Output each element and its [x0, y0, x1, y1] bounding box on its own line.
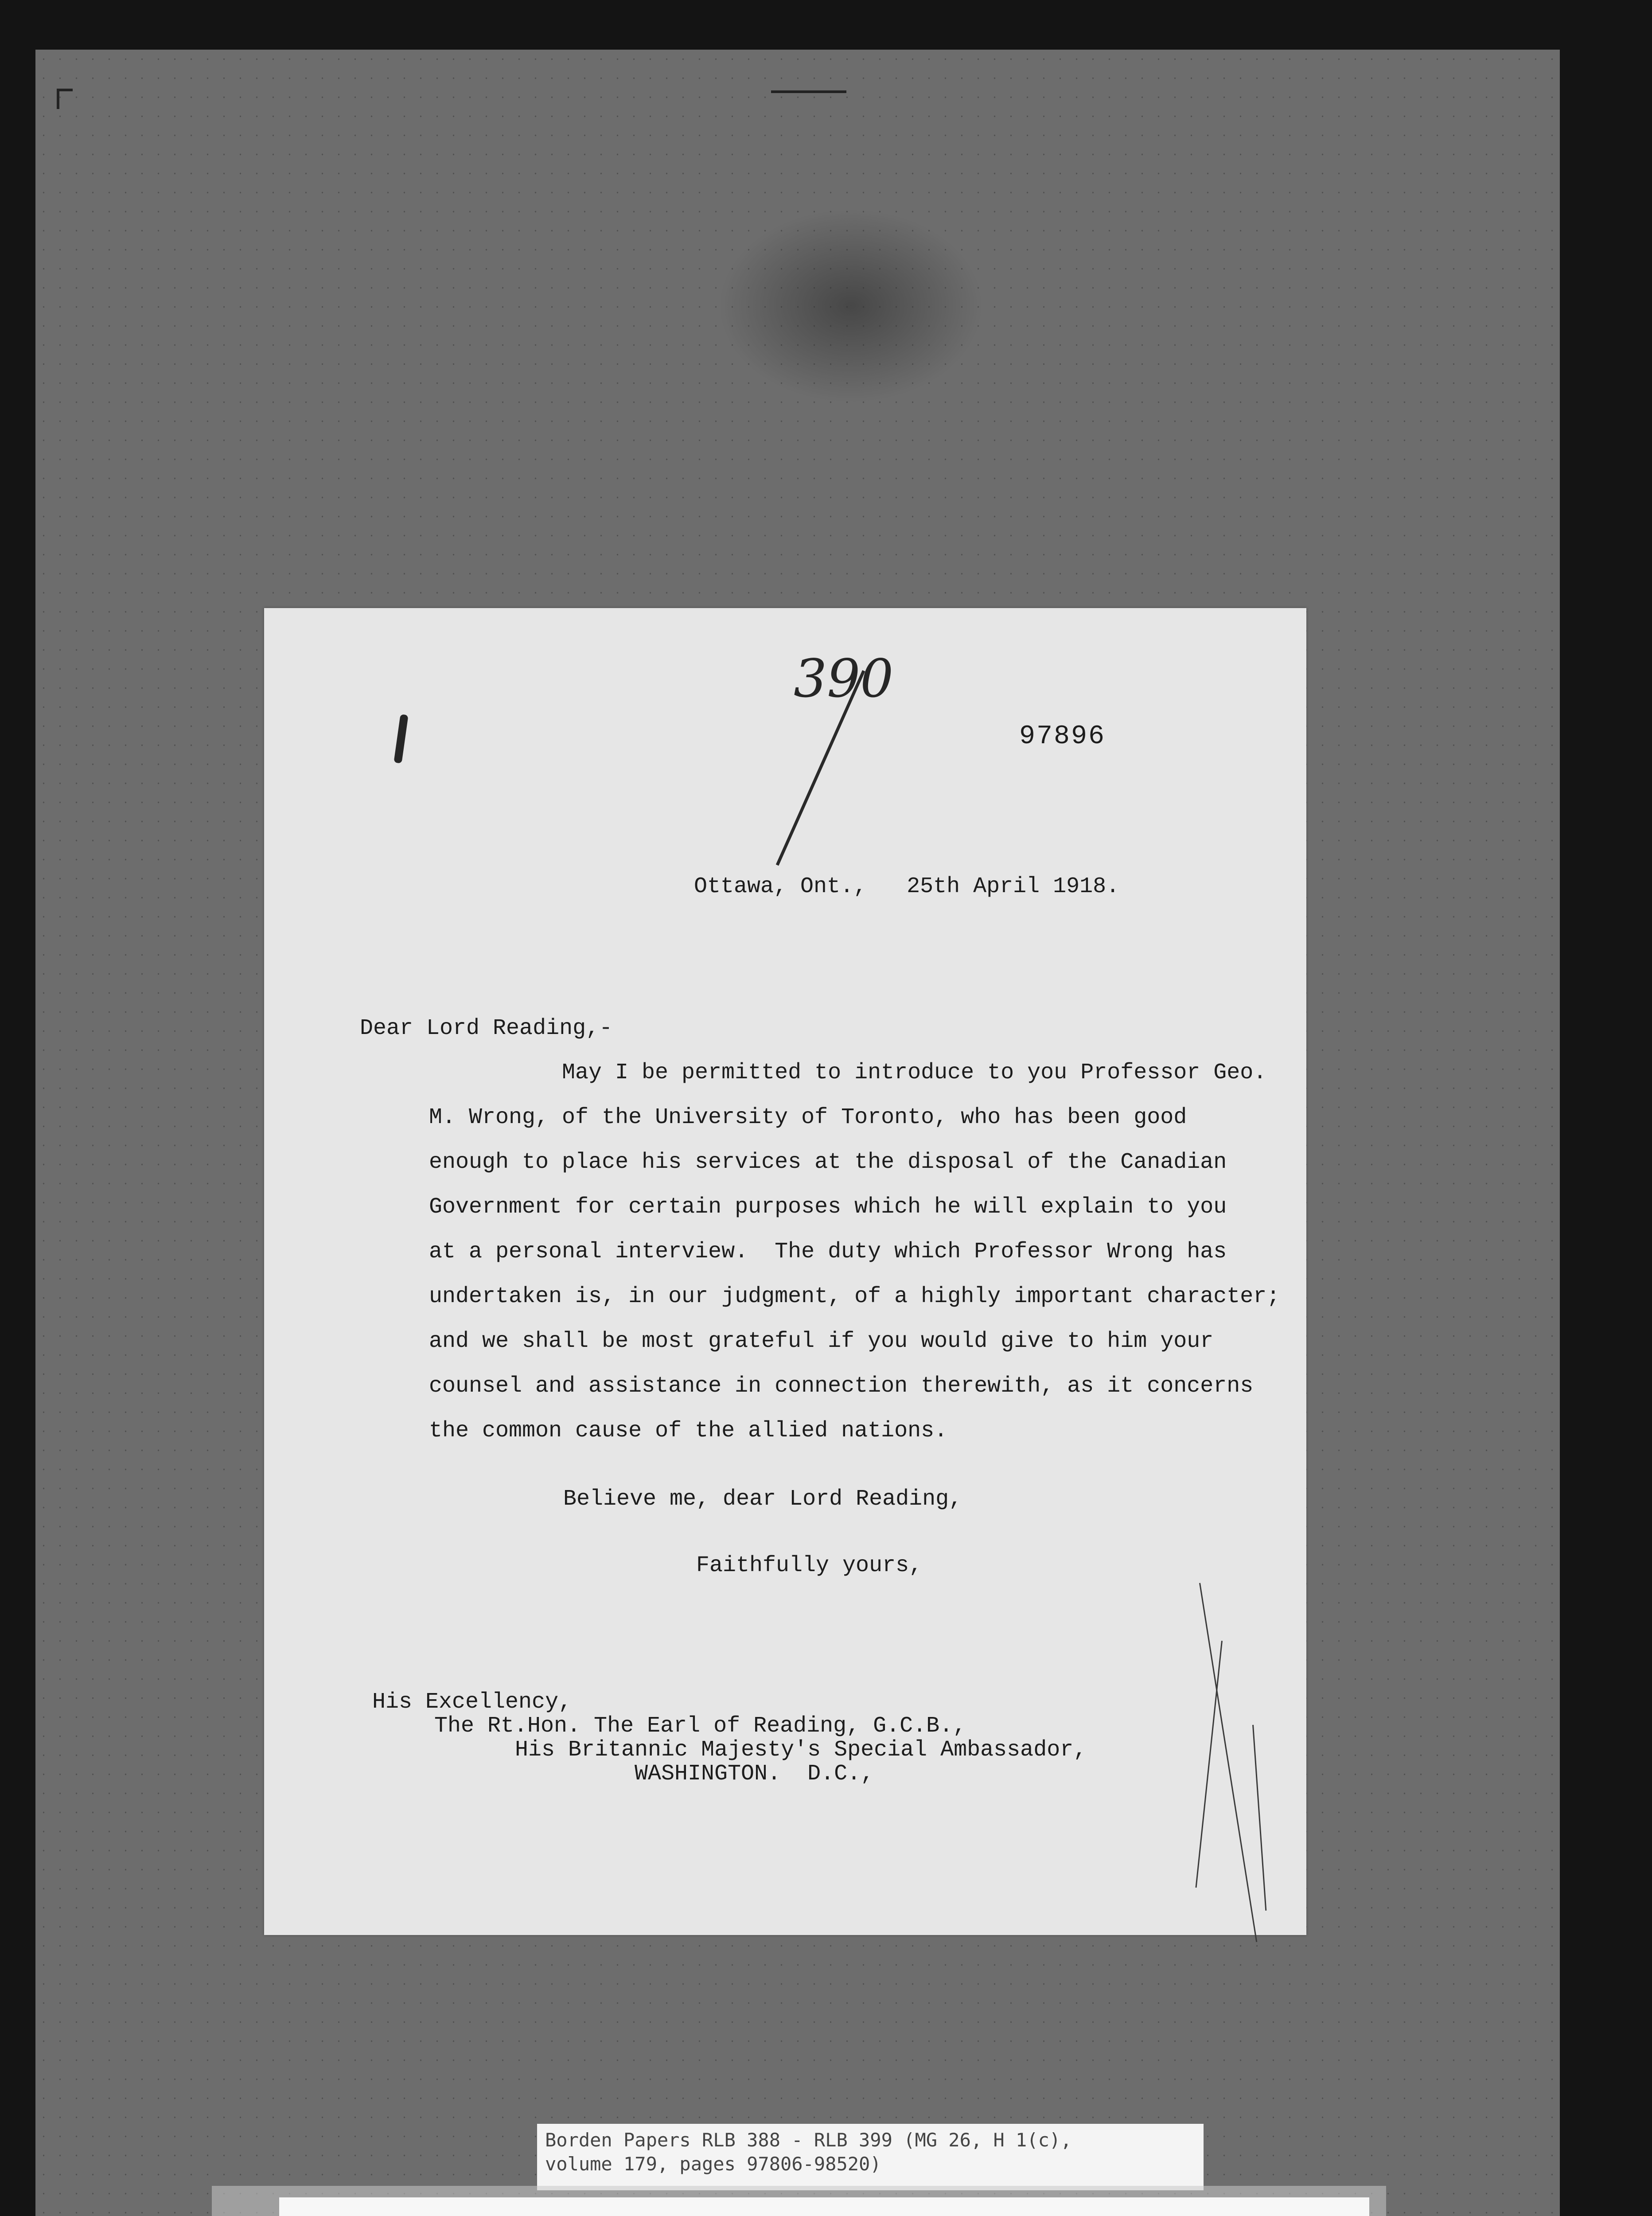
letter-body [429, 1050, 1280, 1453]
hair-scratch [1195, 1641, 1223, 1888]
body-line: Government for certain purposes which he will explain to you [429, 1194, 1227, 1220]
body-line: at a personal interview. The duty which Professor Wrong has [429, 1239, 1227, 1264]
body-line: May I be permitted to introduce to you Professor Geo. [562, 1060, 1267, 1085]
hair-scratch [1199, 1583, 1257, 1942]
body-line: M. Wrong, of the University of Toronto, who has been good [429, 1105, 1187, 1130]
hair-scratch [1252, 1725, 1266, 1911]
page-stamp: 390 [794, 648, 894, 709]
salutation: Dear Lord Reading,- [360, 1016, 613, 1041]
archive-card [279, 2197, 1369, 2216]
address-line: His Excellency, [372, 1689, 572, 1715]
document-number: 97896 [1019, 722, 1106, 752]
date-line: Ottawa, Ont., 25th April 1918. [694, 874, 1120, 899]
body-line: enough to place his services at the disposal of the Canadian [429, 1150, 1227, 1175]
source-label [537, 2124, 1204, 2190]
address-line: WASHINGTON. D.C., [635, 1761, 874, 1787]
closing-line: Believe me, dear Lord Reading, [563, 1486, 962, 1512]
source-line: Borden Papers RLB 388 - RLB 399 (MG 26, H 1(c), [545, 2129, 1072, 2151]
valediction: Faithfully yours, [696, 1553, 923, 1578]
body-line: and we shall be most grateful if you would give to him your [429, 1329, 1214, 1354]
ink-smudge [718, 208, 984, 403]
source-line: volume 179, pages 97806-98520) [545, 2153, 881, 2175]
margin-tick-mark [394, 714, 408, 763]
corner-crop-mark [57, 89, 73, 109]
address-line: The Rt.Hon. The Earl of Reading, G.C.B., [434, 1713, 966, 1739]
letter-page [264, 608, 1306, 1935]
top-crop-mark [771, 90, 846, 93]
body-line: the common cause of the allied nations. [429, 1418, 948, 1444]
body-line: undertaken is, in our judgment, of a highly important character; [429, 1284, 1280, 1309]
address-line: His Britannic Majesty's Special Ambassador, [515, 1737, 1087, 1763]
body-line: counsel and assistance in connection therewith, as it concerns [429, 1373, 1254, 1399]
